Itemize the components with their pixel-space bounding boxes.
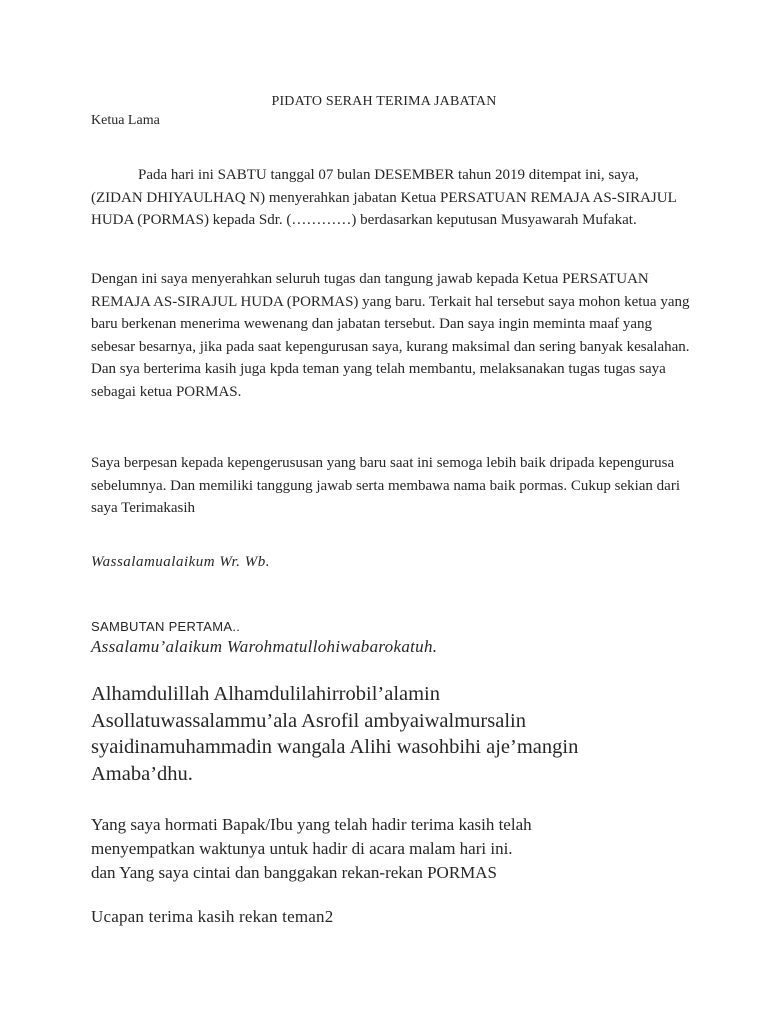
respect-line: dan Yang saya cintai dan banggakan rekan-rekan PORMAS [91,863,498,882]
document-title: PIDATO SERAH TERIMA JABATAN [271,94,497,109]
respect-line: menyempatkan waktunya untuk hadir di acara malam hari ini. [91,839,513,858]
opening-line: Alhamdulillah Alhamdulilahirrobil’alamin [91,683,441,705]
closing-salutation: Wassalamualaikum Wr. Wb. [91,554,270,570]
paragraph-responsibility: Dengan ini saya menyerahkan seluruh tugas dan tangung jawab kepada Ketua PERSATUAN REMAJA AS-SIRAJUL HUDA (PORMAS) yang baru. Terkait hal tersebut saya mohon ketua yang baru berkenan menerima wewenang dan jabatan tersebut. Dan saya ingin meminta maaf yang sebesar besarnya, jika pada saat kepengurusan saya, kurang maksimal dan sering banyak kesalahan. Dan sya berterima kasih juga kpda teman yang telah membantu, melaksanakan tugas tugas saya sebagai ketua PORMAS. [91,271,690,400]
opening-greeting: Assalamu’alaikum Warohmatullohiwabarokatuh. [91,637,438,656]
opening-prayer [91,681,731,787]
opening-line: syaidinamuhammadin wangala Alihi wasohbihi aje’mangin [91,736,579,758]
paragraph-handover: Pada hari ini SABTU tanggal 07 bulan DESEMBER tahun 2019 ditempat ini, saya, (ZIDAN DHIYAULHAQ N) menyerahkan jabatan Ketua PERSATUAN REMAJA AS-SIRAJUL HUDA (PORMAS) kepada Sdr. (…………) berdasarkan keputusan Musyawarah Mufakat. [91,167,677,228]
respect-section [91,813,711,885]
opening-line: Asollatuwassalammu’ala Asrofil ambyaiwalmursalin [91,709,526,732]
paragraph-message: Saya berpesan kepada kepengerususan yang baru saat ini semoga lebih baik dripada kepengurusa sebelumnya. Dan memiliki tanggung jawab serta membawa nama baik pormas. Cukup sekian dari saya Terimakasih [91,455,681,516]
thanks-line: Ucapan terima kasih rekan teman2 [91,907,334,926]
speaker-role: Ketua Lama [91,113,160,128]
section-label: SAMBUTAN PERTAMA.. [91,619,241,634]
respect-line: Yang saya hormati Bapak/Ibu yang telah hadir terima kasih telah [91,815,532,834]
opening-line: Amaba’dhu. [91,762,193,785]
